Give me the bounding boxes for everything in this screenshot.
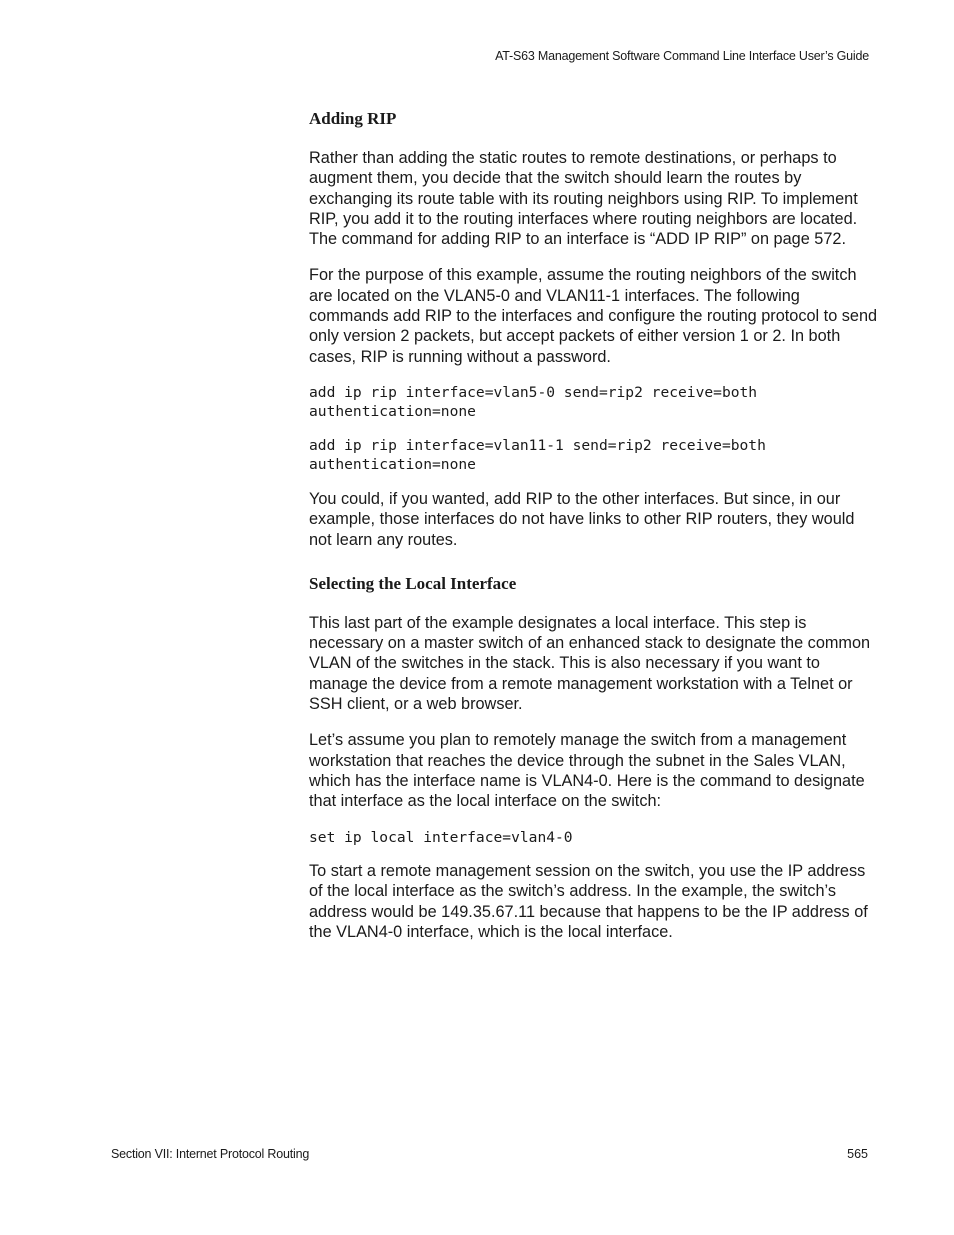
footer-page-number: 565 (847, 1147, 868, 1161)
local-interface-paragraph-2: Let’s assume you plan to remotely manage the switch from a management workstation that reaches the device through the subnet in the Sales VLAN, which has the interface name is VLAN4-0. Here is the command to designate that interface as the local interface on the switch: (309, 731, 865, 811)
adding-rip-heading: Adding RIP (309, 109, 397, 128)
adding-rip-paragraph-3: You could, if you wanted, add RIP to the other interfaces. But since, in our example, those interfaces do not have links to other RIP routers, they would not learn any routes. (309, 489, 855, 549)
command-example-vlan5: add ip rip interface=vlan5-0 send=rip2 receive=both authentication=none (309, 383, 758, 421)
adding-rip-paragraph-1: Rather than adding the static routes to remote destinations, or perhaps to augment them, you decide that the switch should learn the routes by exchanging its route table with its routing neighbors using RIP. To implement RIP, you add it to the routing interfaces where routing neighbors are located. The command for adding RIP to an interface is “ADD IP RIP” on page 572. (309, 149, 858, 249)
command-example-vlan11: add ip rip interface=vlan11-1 send=rip2 receive=both authentication=none (309, 436, 766, 474)
command-example-local: set ip local interface=vlan4-0 (309, 828, 573, 846)
footer-section-title: Section VII: Internet Protocol Routing (111, 1147, 310, 1161)
local-interface-paragraph-3: To start a remote management session on the switch, you use the IP address of the local interface as the switch’s address. In the example, the switch’s address would be 149.35.67.11 because that happens to be the IP address of the VLAN4-0 interface, which is the local interface. (309, 862, 868, 941)
running-header: AT-S63 Management Software Command Line Interface User’s Guide (495, 49, 869, 63)
page-content (309, 108, 879, 958)
local-interface-paragraph-1: This last part of the example designates a local interface. This step is necessary on a master switch of an enhanced stack to designate the common VLAN of the switches in the stack. This is also necessary if you want to manage the device from a remote management workstation with a Telnet or SSH client, or a web browser. (309, 613, 871, 714)
adding-rip-paragraph-2: For the purpose of this example, assume the routing neighbors of the switch are located on the VLAN5-0 and VLAN11-1 interfaces. The following commands add RIP to the interfaces and configure the routing protocol to send only version 2 packets, but accept packets of either version 1 or 2. In both cases, RIP is running without a password. (309, 266, 878, 366)
local-interface-heading: Selecting the Local Interface (309, 573, 517, 593)
